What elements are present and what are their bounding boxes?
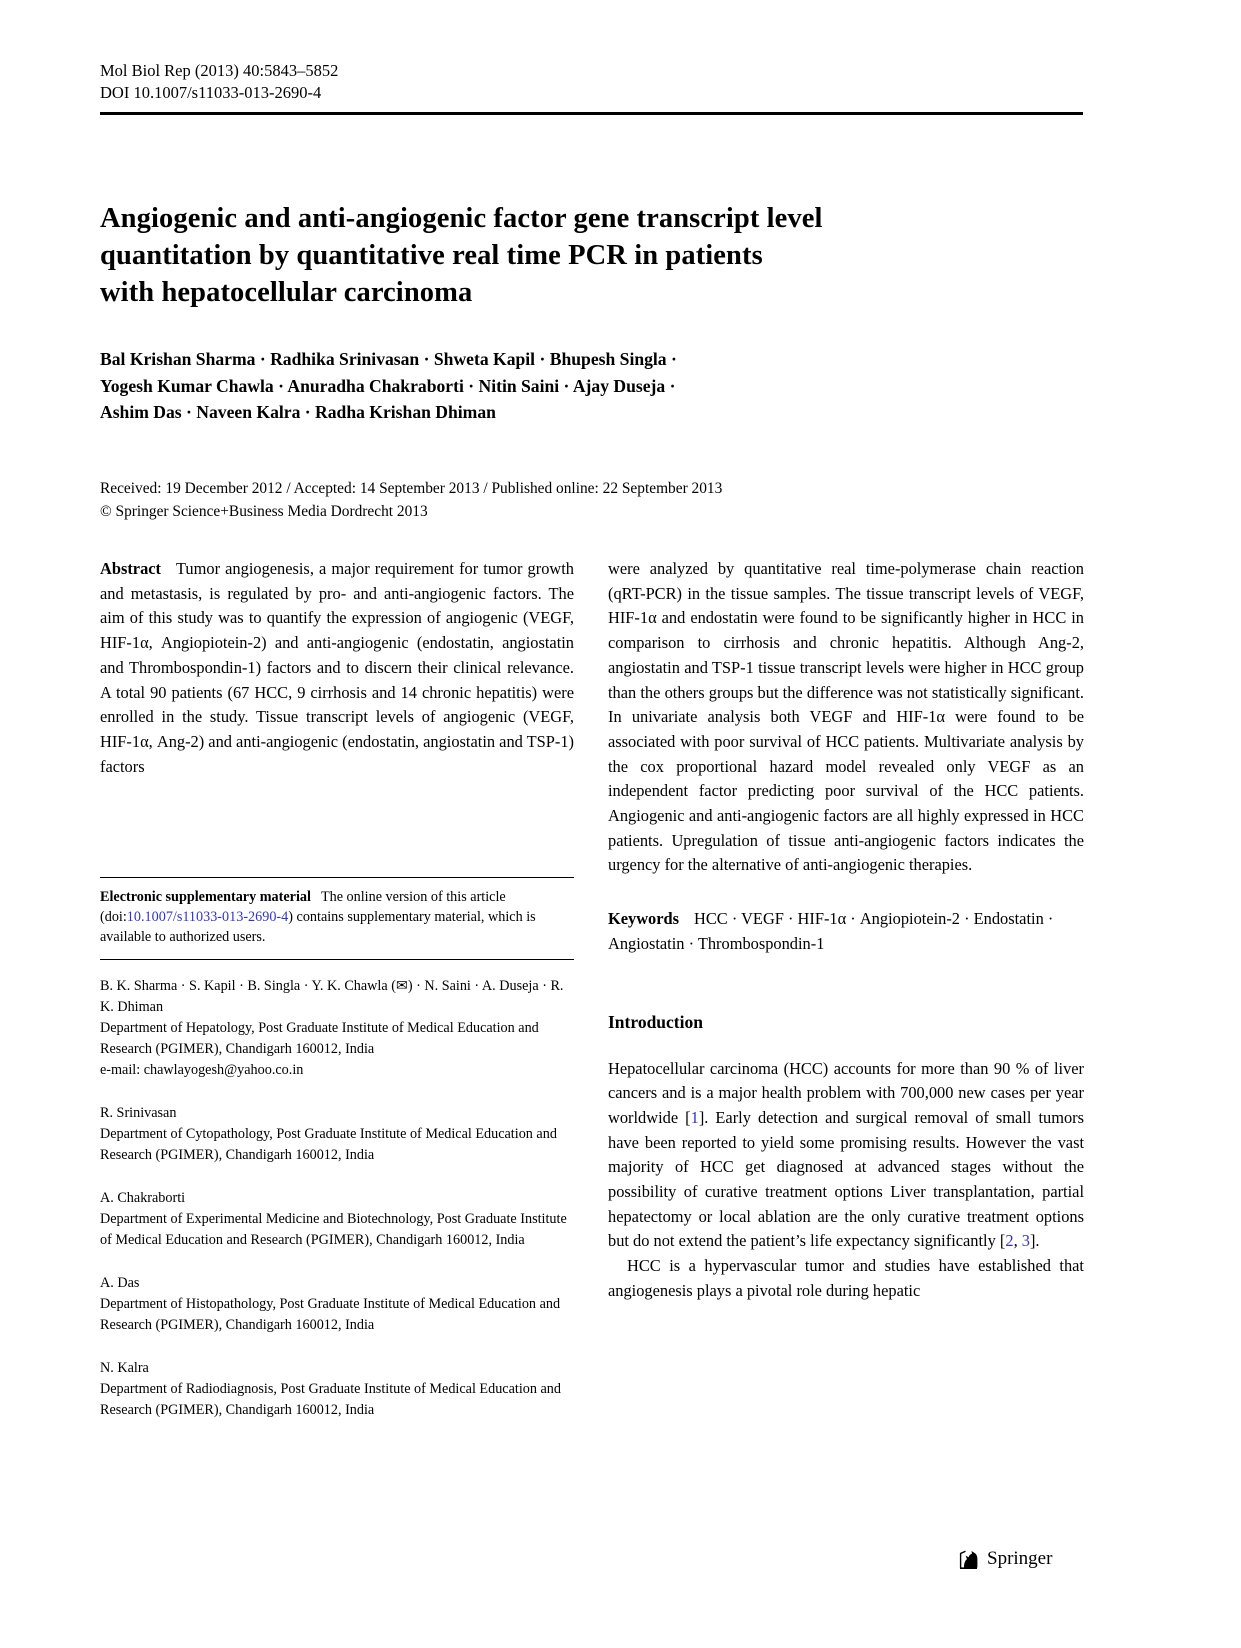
affiliation-email: e-mail: chawlayogesh@yahoo.co.in xyxy=(100,1062,304,1078)
footnote-divider-top xyxy=(100,877,574,878)
authors-line-3: Ashim Das · Naveen Kalra · Radha Krishan Dhiman xyxy=(100,402,496,422)
citation-ref-2[interactable]: 2 xyxy=(1005,1231,1014,1251)
esm-note xyxy=(100,887,574,947)
keywords-label: Keywords xyxy=(608,909,680,929)
footnote-block xyxy=(100,877,574,1421)
left-column xyxy=(100,557,574,1648)
journal-ref: Mol Biol Rep (2013) 40:5843–5852 xyxy=(100,61,339,80)
keywords-paragraph xyxy=(608,907,1084,956)
affiliation-names: R. Srinivasan xyxy=(100,1105,177,1121)
citation-ref-1[interactable]: 1 xyxy=(690,1107,699,1127)
page-title xyxy=(100,200,1030,311)
intro-text-segment: Hepatocellular carcinoma (HCC) accounts for more than 90 % of liver cancers and is a major health problem with 700,000 new cases per year worldwide [ xyxy=(608,1058,1084,1127)
author-list xyxy=(100,346,1030,426)
affiliation-group xyxy=(100,1273,574,1336)
affiliation-names: N. Kalra xyxy=(100,1360,149,1376)
affiliation-group xyxy=(100,976,574,1081)
abstract-label: Abstract xyxy=(100,559,161,578)
copyright-line: © Springer Science+Business Media Dordrecht 2013 xyxy=(100,503,428,520)
publication-history xyxy=(100,477,1030,523)
intro-text-segment: ]. Early detection and surgical removal of small tumors have been reported to yield some promising results. However the vast majority of HCC get diagnosed at advanced stages without the possibility of curative treatment options Liver transplantation, partial hepatectomy or local ablation are the only curative treatment options but do not extend the patient’s life expectancy significantly [ xyxy=(608,1107,1084,1251)
affiliation-dept: Department of Cytopathology, Post Graduate Institute of Medical Education and Research (PGIMER), Chandigarh 160012, India xyxy=(100,1126,557,1163)
esm-text-pre: The online version of this article (doi: xyxy=(100,889,506,925)
affiliation-names: B. K. Sharma · S. Kapil · B. Singla · Y. K. Chawla (✉) · N. Saini · A. Duseja · R. K. Dhiman xyxy=(100,978,564,1015)
introduction-paragraph-1 xyxy=(608,1057,1084,1255)
springer-logo-icon xyxy=(956,1547,980,1571)
citation-ref-3[interactable]: 3 xyxy=(1021,1231,1030,1251)
title-line-1: Angiogenic and anti-angiogenic factor gene transcript level xyxy=(100,203,823,234)
intro-text-segment: ]. xyxy=(1029,1231,1040,1251)
introduction-paragraph-2: HCC is a hypervascular tumor and studies have established that angiogenesis plays a pivotal role during hepatic xyxy=(608,1256,1084,1300)
doi-line: DOI 10.1007/s11033-013-2690-4 xyxy=(100,83,322,102)
affiliation-group xyxy=(100,1103,574,1166)
title-line-3: with hepatocellular carcinoma xyxy=(100,277,473,308)
abstract-continued: were analyzed by quantitative real time-polymerase chain reaction (qRT-PCR) in the tissue samples. The tissue transcript levels of VEGF, HIF-1α and endostatin were found to be significantly higher in HCC in comparison to cirrhosis and chronic hepatitis. Although Ang-2, angiostatin and TSP-1 tissue transcript levels were higher in HCC group than the others groups but the difference was not statistically significant. In univariate analysis both VEGF and HIF-1α were found to be associated with poor survival of HCC patients. Multivariate analysis by the cox proportional hazard model revealed only VEGF as an independent factor predicting poor survival of the HCC patients. Angiogenic and anti-angiogenic factors are all highly expressed in HCC patients. Upregulation of tissue anti-angiogenic factors indicates the urgency for the alternative of anti-angiogenic therapies. xyxy=(608,559,1084,875)
springer-logo-label: Springer xyxy=(987,1548,1053,1569)
affiliation-names: A. Das xyxy=(100,1275,140,1291)
introduction-heading: Introduction xyxy=(608,1011,703,1032)
affiliation-dept: Department of Hepatology, Post Graduate Institute of Medical Education and Research (PGIMER), Chandigarh 160012, India xyxy=(100,1020,539,1057)
affiliation-names: A. Chakraborti xyxy=(100,1190,186,1206)
journal-header xyxy=(100,60,1083,115)
affiliation-dept: Department of Histopathology, Post Graduate Institute of Medical Education and Research (PGIMER), Chandigarh 160012, India xyxy=(100,1296,561,1333)
header-divider xyxy=(100,112,1083,115)
intro-text-segment: , xyxy=(1013,1231,1022,1251)
received-line: Received: 19 December 2012 / Accepted: 14 September 2013 / Published online: 22 September 2013 xyxy=(100,480,723,497)
affiliation-dept: Department of Radiodiagnosis, Post Graduate Institute of Medical Education and Research (PGIMER), Chandigarh 160012, India xyxy=(100,1381,561,1418)
abstract-text-left: Tumor angiogenesis, a major requirement for tumor growth and metastasis, is regulated by pro- and anti-angiogenic factors. The aim of this study was to quantify the expression of angiogenic (VEGF, HIF-1α, Angiopiotein-2) and anti-angiogenic (endostatin, angiostatin and Thrombospondin-1) factors and to discern their clinical relevance. A total 90 patients (67 HCC, 9 cirrhosis and 14 chronic hepatitis) were enrolled in the study. Tissue transcript levels of angiogenic (VEGF, HIF-1α, Ang-2) and anti-angiogenic (endostatin, angiostatin and TSP-1) factors xyxy=(100,559,574,776)
affiliation-group xyxy=(100,1188,574,1251)
affiliation-group xyxy=(100,1358,574,1421)
keywords-text: HCC · VEGF · HIF-1α · Angiopiotein-2 · Endostatin · Angiostatin · Thrombospondin-1 xyxy=(608,909,1054,953)
authors-line-1: Bal Krishan Sharma · Radhika Srinivasan · Shweta Kapil · Bhupesh Singla · xyxy=(100,349,677,369)
authors-line-2: Yogesh Kumar Chawla · Anuradha Chakraborti · Nitin Saini · Ajay Duseja · xyxy=(100,375,676,396)
abstract-paragraph xyxy=(100,557,574,779)
esm-text-post: ) contains supplementary material, which is available to authorized users. xyxy=(100,909,536,945)
esm-doi-link[interactable]: 10.1007/s11033-013-2690-4 xyxy=(126,909,289,925)
footnote-divider-bottom xyxy=(100,959,574,960)
esm-label: Electronic supplementary material xyxy=(100,889,311,905)
title-line-2: quantitation by quantitative real time PCR in patients xyxy=(100,240,763,271)
publisher-logo xyxy=(956,1547,1086,1571)
right-column xyxy=(608,557,1084,1304)
affiliation-dept: Department of Experimental Medicine and Biotechnology, Post Graduate Institute of Medical Education and Research (PGIMER), Chandigarh 160012, India xyxy=(100,1211,567,1248)
